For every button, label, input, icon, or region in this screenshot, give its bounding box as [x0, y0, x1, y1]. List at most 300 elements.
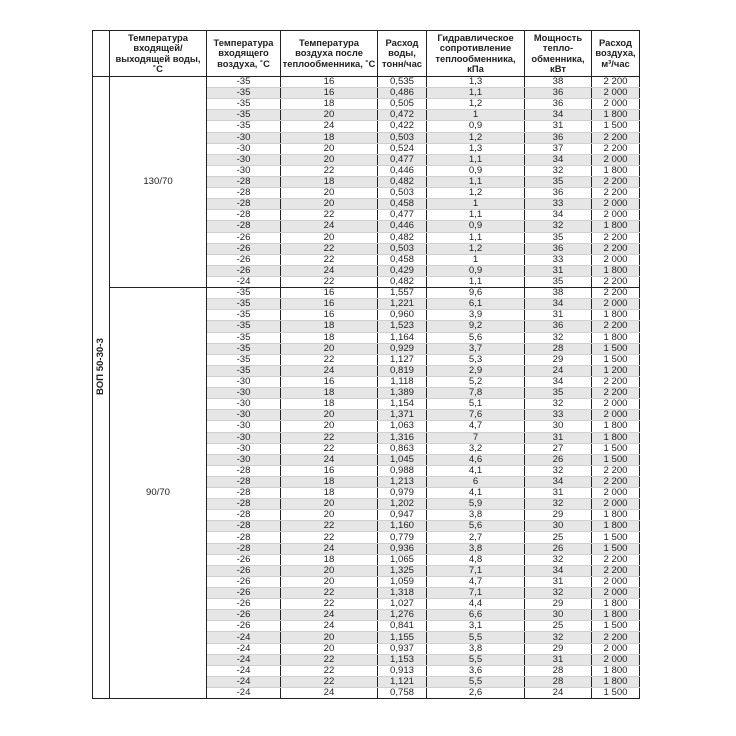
header-water-temp: Температура входящей/ выходящей воды, ˚С — [110, 31, 207, 77]
cell-water-flow: 0,429 — [378, 265, 427, 276]
cell-outlet-air-temp: 18 — [281, 321, 378, 332]
cell-hydraulic-resistance: 1,3 — [427, 77, 525, 88]
cell-heat-power: 32 — [525, 332, 592, 343]
cell-heat-power: 29 — [525, 599, 592, 610]
cell-heat-power: 32 — [525, 632, 592, 643]
cell-water-flow: 0,960 — [378, 310, 427, 321]
cell-outlet-air-temp: 18 — [281, 99, 378, 110]
cell-heat-power: 28 — [525, 676, 592, 687]
cell-water-flow: 0,482 — [378, 276, 427, 287]
cell-water-flow: 1,127 — [378, 354, 427, 365]
cell-air-flow: 2 200 — [592, 188, 640, 199]
cell-inlet-air-temp: -26 — [207, 588, 281, 599]
cell-inlet-air-temp: -28 — [207, 465, 281, 476]
cell-heat-power: 34 — [525, 376, 592, 387]
cell-water-flow: 0,482 — [378, 176, 427, 187]
cell-outlet-air-temp: 22 — [281, 165, 378, 176]
cell-heat-power: 27 — [525, 443, 592, 454]
cell-water-flow: 1,154 — [378, 399, 427, 410]
cell-hydraulic-resistance: 1,2 — [427, 188, 525, 199]
cell-heat-power: 32 — [525, 399, 592, 410]
cell-hydraulic-resistance: 4,6 — [427, 454, 525, 465]
cell-heat-power: 32 — [525, 588, 592, 599]
cell-water-flow: 0,758 — [378, 688, 427, 699]
cell-air-flow: 2 200 — [592, 376, 640, 387]
cell-water-flow: 0,929 — [378, 343, 427, 354]
cell-air-flow: 1 800 — [592, 676, 640, 687]
cell-water-flow: 1,523 — [378, 321, 427, 332]
water-temp-cell: 90/70 — [110, 288, 207, 699]
cell-air-flow: 2 200 — [592, 132, 640, 143]
cell-inlet-air-temp: -28 — [207, 188, 281, 199]
cell-heat-power: 30 — [525, 610, 592, 621]
cell-outlet-air-temp: 22 — [281, 676, 378, 687]
cell-air-flow: 1 800 — [592, 265, 640, 276]
cell-air-flow: 1 800 — [592, 421, 640, 432]
cell-water-flow: 1,118 — [378, 376, 427, 387]
cell-hydraulic-resistance: 3,1 — [427, 621, 525, 632]
cell-hydraulic-resistance: 4,1 — [427, 488, 525, 499]
cell-air-flow: 2 000 — [592, 299, 640, 310]
cell-hydraulic-resistance: 5,6 — [427, 521, 525, 532]
cell-heat-power: 32 — [525, 554, 592, 565]
header-air-flow: Расход воздуха, м³/час — [592, 31, 640, 77]
cell-heat-power: 28 — [525, 343, 592, 354]
cell-water-flow: 1,202 — [378, 499, 427, 510]
cell-heat-power: 28 — [525, 665, 592, 676]
cell-hydraulic-resistance: 1,1 — [427, 232, 525, 243]
cell-water-flow: 1,065 — [378, 554, 427, 565]
cell-outlet-air-temp: 20 — [281, 188, 378, 199]
cell-inlet-air-temp: -28 — [207, 176, 281, 187]
cell-heat-power: 34 — [525, 110, 592, 121]
water-temp-cell: 130/70 — [110, 77, 207, 288]
cell-water-flow: 0,503 — [378, 188, 427, 199]
cell-inlet-air-temp: -26 — [207, 621, 281, 632]
cell-water-flow: 0,477 — [378, 210, 427, 221]
cell-hydraulic-resistance: 3,7 — [427, 343, 525, 354]
cell-inlet-air-temp: -24 — [207, 276, 281, 287]
cell-heat-power: 24 — [525, 688, 592, 699]
cell-water-flow: 0,524 — [378, 143, 427, 154]
cell-hydraulic-resistance: 6 — [427, 476, 525, 487]
header-outlet-air-temp: Температура воздуха после теплообменника, ˚С — [281, 31, 378, 77]
cell-heat-power: 36 — [525, 321, 592, 332]
cell-inlet-air-temp: -24 — [207, 665, 281, 676]
cell-inlet-air-temp: -24 — [207, 632, 281, 643]
cell-water-flow: 0,937 — [378, 643, 427, 654]
cell-air-flow: 1 800 — [592, 521, 640, 532]
cell-hydraulic-resistance: 1 — [427, 199, 525, 210]
cell-inlet-air-temp: -26 — [207, 232, 281, 243]
header-model-blank — [93, 31, 110, 77]
cell-outlet-air-temp: 22 — [281, 665, 378, 676]
cell-air-flow: 1 500 — [592, 543, 640, 554]
cell-heat-power: 35 — [525, 232, 592, 243]
cell-hydraulic-resistance: 5,9 — [427, 499, 525, 510]
cell-air-flow: 2 200 — [592, 554, 640, 565]
cell-heat-power: 34 — [525, 299, 592, 310]
cell-air-flow: 2 200 — [592, 232, 640, 243]
cell-air-flow: 2 000 — [592, 88, 640, 99]
cell-outlet-air-temp: 22 — [281, 210, 378, 221]
cell-water-flow: 1,213 — [378, 476, 427, 487]
cell-outlet-air-temp: 22 — [281, 599, 378, 610]
cell-outlet-air-temp: 24 — [281, 454, 378, 465]
cell-heat-power: 26 — [525, 543, 592, 554]
cell-air-flow: 1 500 — [592, 443, 640, 454]
cell-heat-power: 38 — [525, 77, 592, 88]
cell-water-flow: 0,446 — [378, 221, 427, 232]
cell-heat-power: 35 — [525, 176, 592, 187]
cell-heat-power: 30 — [525, 421, 592, 432]
cell-inlet-air-temp: -30 — [207, 376, 281, 387]
cell-inlet-air-temp: -35 — [207, 288, 281, 299]
cell-heat-power: 36 — [525, 243, 592, 254]
cell-hydraulic-resistance: 1,2 — [427, 132, 525, 143]
cell-hydraulic-resistance: 2,7 — [427, 532, 525, 543]
cell-heat-power: 33 — [525, 199, 592, 210]
cell-heat-power: 24 — [525, 365, 592, 376]
cell-outlet-air-temp: 20 — [281, 410, 378, 421]
cell-inlet-air-temp: -24 — [207, 654, 281, 665]
model-label: ВОП 50-30-3 — [95, 337, 106, 395]
cell-outlet-air-temp: 20 — [281, 510, 378, 521]
cell-hydraulic-resistance: 1,1 — [427, 154, 525, 165]
model-cell — [93, 77, 110, 699]
cell-heat-power: 32 — [525, 465, 592, 476]
cell-hydraulic-resistance: 1 — [427, 254, 525, 265]
cell-heat-power: 32 — [525, 165, 592, 176]
cell-air-flow: 2 000 — [592, 410, 640, 421]
cell-hydraulic-resistance: 2,9 — [427, 365, 525, 376]
header-heat-power: Мощность тепло-обменника, кВт — [525, 31, 592, 77]
cell-inlet-air-temp: -35 — [207, 99, 281, 110]
cell-water-flow: 0,863 — [378, 443, 427, 454]
table-body — [93, 77, 640, 699]
cell-water-flow: 0,477 — [378, 154, 427, 165]
cell-water-flow: 0,535 — [378, 77, 427, 88]
cell-air-flow: 1 800 — [592, 110, 640, 121]
cell-inlet-air-temp: -24 — [207, 676, 281, 687]
cell-hydraulic-resistance: 5,5 — [427, 654, 525, 665]
cell-outlet-air-temp: 24 — [281, 121, 378, 132]
cell-heat-power: 33 — [525, 410, 592, 421]
cell-hydraulic-resistance: 1,1 — [427, 176, 525, 187]
cell-water-flow: 0,458 — [378, 199, 427, 210]
cell-water-flow: 0,458 — [378, 254, 427, 265]
cell-hydraulic-resistance: 4,4 — [427, 599, 525, 610]
cell-heat-power: 31 — [525, 432, 592, 443]
cell-air-flow: 2 000 — [592, 588, 640, 599]
cell-air-flow: 2 200 — [592, 321, 640, 332]
cell-inlet-air-temp: -35 — [207, 365, 281, 376]
cell-air-flow: 2 000 — [592, 199, 640, 210]
cell-hydraulic-resistance: 0,9 — [427, 121, 525, 132]
cell-hydraulic-resistance: 6,6 — [427, 610, 525, 621]
cell-hydraulic-resistance: 1,1 — [427, 88, 525, 99]
cell-water-flow: 1,045 — [378, 454, 427, 465]
cell-inlet-air-temp: -35 — [207, 77, 281, 88]
cell-outlet-air-temp: 20 — [281, 643, 378, 654]
cell-outlet-air-temp: 24 — [281, 610, 378, 621]
cell-outlet-air-temp: 24 — [281, 543, 378, 554]
cell-air-flow: 1 800 — [592, 165, 640, 176]
cell-water-flow: 1,316 — [378, 432, 427, 443]
cell-inlet-air-temp: -35 — [207, 354, 281, 365]
cell-inlet-air-temp: -30 — [207, 154, 281, 165]
cell-water-flow: 0,947 — [378, 510, 427, 521]
cell-water-flow: 1,318 — [378, 588, 427, 599]
cell-outlet-air-temp: 22 — [281, 654, 378, 665]
cell-air-flow: 1 500 — [592, 454, 640, 465]
cell-outlet-air-temp: 20 — [281, 154, 378, 165]
cell-inlet-air-temp: -30 — [207, 399, 281, 410]
cell-inlet-air-temp: -26 — [207, 565, 281, 576]
cell-heat-power: 26 — [525, 454, 592, 465]
cell-inlet-air-temp: -26 — [207, 610, 281, 621]
table-row — [93, 288, 640, 299]
cell-heat-power: 34 — [525, 154, 592, 165]
cell-heat-power: 36 — [525, 188, 592, 199]
cell-inlet-air-temp: -26 — [207, 599, 281, 610]
cell-hydraulic-resistance: 5,1 — [427, 399, 525, 410]
cell-hydraulic-resistance: 9,2 — [427, 321, 525, 332]
cell-outlet-air-temp: 20 — [281, 565, 378, 576]
cell-outlet-air-temp: 20 — [281, 421, 378, 432]
cell-inlet-air-temp: -35 — [207, 310, 281, 321]
cell-air-flow: 2 000 — [592, 499, 640, 510]
cell-hydraulic-resistance: 0,9 — [427, 221, 525, 232]
cell-inlet-air-temp: -28 — [207, 532, 281, 543]
cell-outlet-air-temp: 20 — [281, 343, 378, 354]
cell-hydraulic-resistance: 7 — [427, 432, 525, 443]
cell-hydraulic-resistance: 3,9 — [427, 310, 525, 321]
cell-outlet-air-temp: 22 — [281, 443, 378, 454]
cell-air-flow: 2 200 — [592, 465, 640, 476]
cell-hydraulic-resistance: 1,1 — [427, 276, 525, 287]
cell-air-flow: 2 000 — [592, 643, 640, 654]
cell-air-flow: 1 200 — [592, 365, 640, 376]
cell-water-flow: 0,505 — [378, 99, 427, 110]
cell-air-flow: 1 800 — [592, 665, 640, 676]
cell-heat-power: 25 — [525, 621, 592, 632]
cell-inlet-air-temp: -30 — [207, 165, 281, 176]
cell-outlet-air-temp: 22 — [281, 432, 378, 443]
cell-inlet-air-temp: -26 — [207, 576, 281, 587]
cell-air-flow: 1 500 — [592, 343, 640, 354]
cell-hydraulic-resistance: 1 — [427, 110, 525, 121]
cell-outlet-air-temp: 22 — [281, 243, 378, 254]
cell-outlet-air-temp: 18 — [281, 388, 378, 399]
cell-water-flow: 1,153 — [378, 654, 427, 665]
cell-air-flow: 1 800 — [592, 610, 640, 621]
cell-hydraulic-resistance: 4,7 — [427, 421, 525, 432]
cell-water-flow: 0,841 — [378, 621, 427, 632]
cell-water-flow: 1,557 — [378, 288, 427, 299]
cell-water-flow: 1,121 — [378, 676, 427, 687]
cell-inlet-air-temp: -28 — [207, 499, 281, 510]
cell-air-flow: 2 000 — [592, 654, 640, 665]
cell-inlet-air-temp: -35 — [207, 343, 281, 354]
cell-heat-power: 29 — [525, 510, 592, 521]
cell-heat-power: 31 — [525, 488, 592, 499]
cell-inlet-air-temp: -35 — [207, 299, 281, 310]
cell-outlet-air-temp: 18 — [281, 399, 378, 410]
cell-inlet-air-temp: -24 — [207, 643, 281, 654]
cell-outlet-air-temp: 16 — [281, 376, 378, 387]
cell-hydraulic-resistance: 4,8 — [427, 554, 525, 565]
cell-inlet-air-temp: -26 — [207, 554, 281, 565]
cell-water-flow: 1,371 — [378, 410, 427, 421]
cell-inlet-air-temp: -28 — [207, 521, 281, 532]
data-table-container — [92, 30, 639, 708]
cell-outlet-air-temp: 18 — [281, 488, 378, 499]
cell-inlet-air-temp: -30 — [207, 443, 281, 454]
cell-air-flow: 2 000 — [592, 210, 640, 221]
cell-heat-power: 34 — [525, 476, 592, 487]
cell-air-flow: 1 800 — [592, 432, 640, 443]
cell-heat-power: 29 — [525, 643, 592, 654]
cell-heat-power: 31 — [525, 654, 592, 665]
cell-outlet-air-temp: 16 — [281, 299, 378, 310]
cell-water-flow: 1,325 — [378, 565, 427, 576]
cell-outlet-air-temp: 18 — [281, 476, 378, 487]
cell-outlet-air-temp: 16 — [281, 88, 378, 99]
cell-water-flow: 0,936 — [378, 543, 427, 554]
cell-air-flow: 1 500 — [592, 688, 640, 699]
cell-outlet-air-temp: 20 — [281, 632, 378, 643]
table-row — [93, 77, 640, 88]
cell-air-flow: 1 800 — [592, 332, 640, 343]
cell-heat-power: 37 — [525, 143, 592, 154]
cell-air-flow: 2 200 — [592, 388, 640, 399]
cell-heat-power: 32 — [525, 499, 592, 510]
performance-table — [92, 30, 640, 699]
cell-water-flow: 1,155 — [378, 632, 427, 643]
cell-inlet-air-temp: -30 — [207, 410, 281, 421]
cell-heat-power: 38 — [525, 288, 592, 299]
cell-air-flow: 2 200 — [592, 565, 640, 576]
cell-inlet-air-temp: -30 — [207, 454, 281, 465]
cell-outlet-air-temp: 16 — [281, 310, 378, 321]
cell-hydraulic-resistance: 1,1 — [427, 210, 525, 221]
cell-outlet-air-temp: 22 — [281, 354, 378, 365]
cell-water-flow: 0,422 — [378, 121, 427, 132]
cell-outlet-air-temp: 20 — [281, 499, 378, 510]
cell-inlet-air-temp: -35 — [207, 88, 281, 99]
cell-outlet-air-temp: 18 — [281, 176, 378, 187]
cell-outlet-air-temp: 20 — [281, 110, 378, 121]
cell-air-flow: 2 200 — [592, 77, 640, 88]
cell-heat-power: 34 — [525, 210, 592, 221]
cell-hydraulic-resistance: 0,9 — [427, 265, 525, 276]
cell-heat-power: 35 — [525, 276, 592, 287]
cell-hydraulic-resistance: 1,2 — [427, 243, 525, 254]
cell-heat-power: 25 — [525, 532, 592, 543]
cell-air-flow: 2 200 — [592, 243, 640, 254]
cell-air-flow: 2 000 — [592, 254, 640, 265]
cell-water-flow: 1,389 — [378, 388, 427, 399]
cell-hydraulic-resistance: 3,8 — [427, 543, 525, 554]
cell-water-flow: 0,482 — [378, 232, 427, 243]
cell-heat-power: 34 — [525, 565, 592, 576]
cell-air-flow: 2 200 — [592, 476, 640, 487]
cell-outlet-air-temp: 20 — [281, 232, 378, 243]
cell-air-flow: 1 500 — [592, 121, 640, 132]
cell-air-flow: 2 200 — [592, 288, 640, 299]
cell-hydraulic-resistance: 3,2 — [427, 443, 525, 454]
cell-inlet-air-temp: -35 — [207, 321, 281, 332]
cell-hydraulic-resistance: 4,1 — [427, 465, 525, 476]
cell-inlet-air-temp: -30 — [207, 388, 281, 399]
cell-inlet-air-temp: -35 — [207, 332, 281, 343]
cell-inlet-air-temp: -26 — [207, 265, 281, 276]
cell-inlet-air-temp: -28 — [207, 199, 281, 210]
cell-heat-power: 29 — [525, 354, 592, 365]
cell-inlet-air-temp: -28 — [207, 510, 281, 521]
cell-heat-power: 36 — [525, 99, 592, 110]
cell-hydraulic-resistance: 5,2 — [427, 376, 525, 387]
cell-outlet-air-temp: 16 — [281, 77, 378, 88]
cell-hydraulic-resistance: 5,3 — [427, 354, 525, 365]
cell-outlet-air-temp: 22 — [281, 588, 378, 599]
cell-outlet-air-temp: 22 — [281, 532, 378, 543]
cell-inlet-air-temp: -28 — [207, 221, 281, 232]
cell-hydraulic-resistance: 1,2 — [427, 99, 525, 110]
cell-air-flow: 2 000 — [592, 576, 640, 587]
cell-water-flow: 0,779 — [378, 532, 427, 543]
cell-inlet-air-temp: -28 — [207, 476, 281, 487]
cell-hydraulic-resistance: 5,5 — [427, 632, 525, 643]
cell-air-flow: 2 200 — [592, 276, 640, 287]
cell-heat-power: 31 — [525, 576, 592, 587]
cell-heat-power: 30 — [525, 521, 592, 532]
cell-water-flow: 0,446 — [378, 165, 427, 176]
cell-heat-power: 35 — [525, 388, 592, 399]
cell-hydraulic-resistance: 4,7 — [427, 576, 525, 587]
cell-water-flow: 0,503 — [378, 243, 427, 254]
cell-air-flow: 1 500 — [592, 354, 640, 365]
cell-inlet-air-temp: -30 — [207, 432, 281, 443]
cell-hydraulic-resistance: 5,6 — [427, 332, 525, 343]
cell-hydraulic-resistance: 5,5 — [427, 676, 525, 687]
cell-water-flow: 0,472 — [378, 110, 427, 121]
cell-inlet-air-temp: -30 — [207, 421, 281, 432]
cell-water-flow: 0,503 — [378, 132, 427, 143]
cell-inlet-air-temp: -26 — [207, 243, 281, 254]
cell-air-flow: 2 200 — [592, 632, 640, 643]
cell-water-flow: 1,160 — [378, 521, 427, 532]
header-row — [93, 31, 640, 77]
cell-outlet-air-temp: 16 — [281, 288, 378, 299]
cell-air-flow: 2 000 — [592, 99, 640, 110]
cell-hydraulic-resistance: 2,6 — [427, 688, 525, 699]
header-water-flow: Расход воды, тонн/час — [378, 31, 427, 77]
cell-water-flow: 0,979 — [378, 488, 427, 499]
header-inlet-air-temp: Температура входящего воздуха, ˚С — [207, 31, 281, 77]
cell-outlet-air-temp: 18 — [281, 332, 378, 343]
cell-hydraulic-resistance: 1,3 — [427, 143, 525, 154]
cell-hydraulic-resistance: 7,8 — [427, 388, 525, 399]
cell-outlet-air-temp: 24 — [281, 365, 378, 376]
cell-hydraulic-resistance: 7,1 — [427, 565, 525, 576]
cell-air-flow: 2 000 — [592, 399, 640, 410]
cell-inlet-air-temp: -28 — [207, 543, 281, 554]
cell-air-flow: 1 800 — [592, 510, 640, 521]
cell-hydraulic-resistance: 3,8 — [427, 643, 525, 654]
cell-water-flow: 0,913 — [378, 665, 427, 676]
